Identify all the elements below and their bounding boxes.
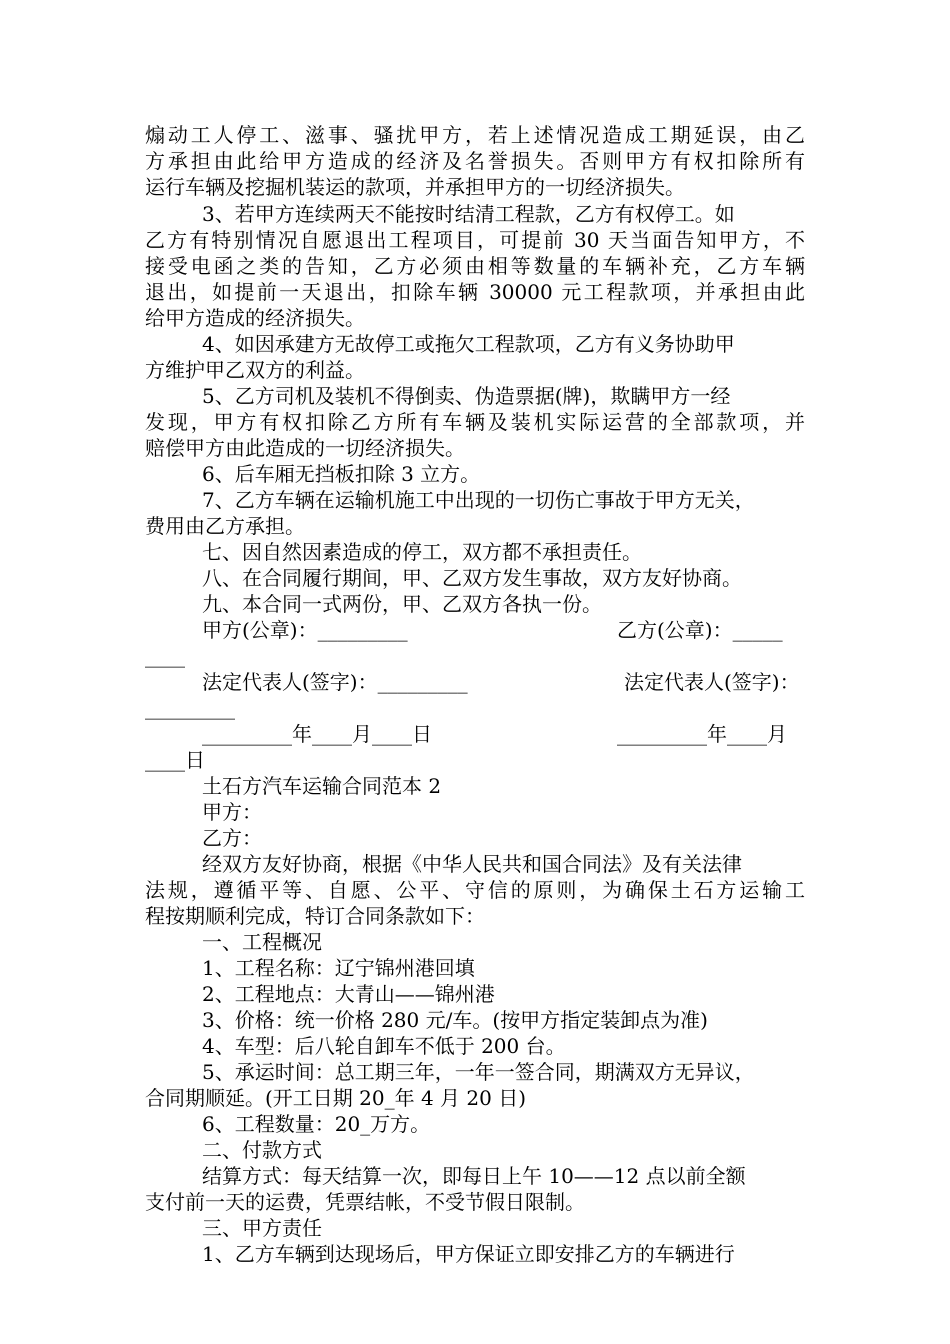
party-b-seal-line: 乙方(公章)：_____ (617, 618, 783, 642)
text-line: 八、在合同履行期间，甲、乙双方发生事故，双方友好协商。 (202, 566, 742, 590)
text-line: 结算方式：每天结算一次，即每日上午 10——12 点以前全额 (202, 1164, 746, 1188)
text-line: 合同期顺延。(开工日期 20_年 4 月 20 日) (145, 1086, 527, 1110)
text-line: 经双方友好协商，根据《中华人民共和国合同法》及有关法律 (202, 852, 742, 876)
party-b-date-line: _________年____月 (617, 722, 787, 746)
text-line: 煽动工人停工、滋事、骚扰甲方，若上述情况造成工期延误，由乙 (145, 123, 805, 147)
text-line: 九、本合同一式两份，甲、乙双方各执一份。 (202, 592, 602, 616)
text-line: 5、乙方司机及装机不得倒卖、伪造票据(牌)，欺瞒甲方一经 (202, 384, 731, 408)
text-line: 乙方有特别情况自愿退出工程项目，可提前 30 天当面告知甲方，不 (145, 228, 805, 252)
text-line: 1、乙方车辆到达现场后，甲方保证立即安排乙方的车辆进行 (202, 1242, 735, 1266)
text-line: 接受电函之类的告知，乙方必须由相等数量的车辆补充，乙方车辆 (145, 254, 805, 278)
text-line: 一、工程概况 (202, 930, 322, 954)
text-line: ____ (145, 644, 185, 668)
text-line: 给甲方造成的经济损失。 (145, 306, 365, 330)
text-line: 运行车辆及挖掘机装运的款项，并承担甲方的一切经济损失。 (145, 175, 685, 199)
text-line: 3、若甲方连续两天不能按时结清工程款，乙方有权停工。如 (202, 202, 735, 226)
text-line: 4、如因承建方无故停工或拖欠工程款项，乙方有义务协助甲 (202, 332, 735, 356)
text-line: 发现，甲方有权扣除乙方所有车辆及装机实际运营的全部款项，并 (145, 410, 805, 434)
text-line: 4、车型：后八轮自卸车不低于 200 台。 (202, 1034, 566, 1058)
text-line: 法规，遵循平等、自愿、公平、守信的原则，为确保土石方运输工 (145, 878, 805, 902)
text-line: 支付前一天的运费，凭票结帐，不受节假日限制。 (145, 1190, 585, 1214)
text-line: 程按期顺利完成，特订合同条款如下： (145, 904, 485, 928)
party-a-seal-line: 甲方(公章)：_________ (202, 618, 408, 642)
text-line: 退出，如提前一天退出，扣除车辆 30000 元工程款项，并承担由此 (145, 280, 805, 304)
text-line: 费用由乙方承担。 (145, 514, 305, 538)
text-line: 6、工程数量：20_万方。 (202, 1112, 431, 1136)
text-line: 5、承运时间：总工期三年，一年一签合同，期满双方无异议， (202, 1060, 755, 1084)
text-line: 6、后车厢无挡板扣除 3 立方。 (202, 462, 481, 486)
text-line: 7、乙方车辆在运输机施工中出现的一切伤亡事故于甲方无关， (202, 488, 755, 512)
text-line: 赔偿甲方由此造成的一切经济损失。 (145, 436, 465, 460)
text-line: 2、工程地点：大青山——锦州港 (202, 982, 495, 1006)
text-line: ____日 (145, 748, 205, 772)
text-line: 七、因自然因素造成的停工，双方都不承担责任。 (202, 540, 642, 564)
text-line: 乙方： (202, 826, 262, 850)
text-line: 三、甲方责任 (202, 1216, 322, 1240)
party-b-representative-line: 法定代表人(签字)： (624, 670, 800, 694)
text-line: 3、价格：统一价格 280 元/车。(按甲方指定装卸点为准) (202, 1008, 708, 1032)
text-line: 甲方： (202, 800, 262, 824)
party-a-representative-line: 法定代表人(签字)：_________ (202, 670, 468, 694)
party-a-date-line: _________年____月____日 (202, 722, 432, 746)
text-line: 二、付款方式 (202, 1138, 322, 1162)
text-line: 方维护甲乙双方的利益。 (145, 358, 365, 382)
text-line: _________ (145, 696, 235, 720)
text-line: 1、工程名称：辽宁锦州港回填 (202, 956, 475, 980)
text-line: 方承担由此给甲方造成的经济及名誉损失。否则甲方有权扣除所有 (145, 149, 805, 173)
section-title: 土石方汽车运输合同范本 2 (202, 774, 442, 798)
